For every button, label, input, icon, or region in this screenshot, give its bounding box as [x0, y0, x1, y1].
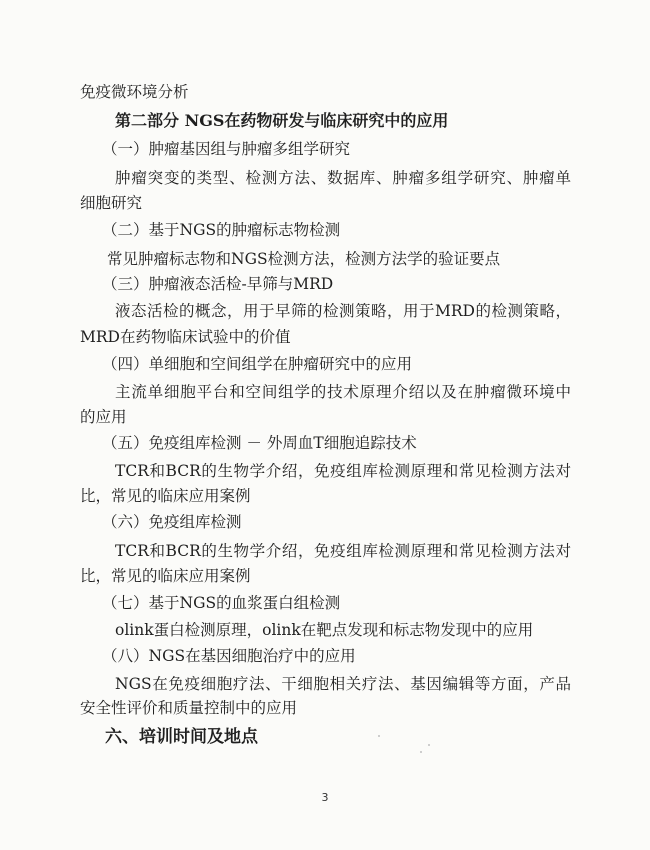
text-line-content: NGS在免疫细胞疗法、干细胞相关疗法、基因编辑等方面，产品	[115, 675, 571, 693]
text-line-content: 的应用	[80, 408, 127, 426]
text-line-content: （二）基于NGS的肿瘤标志物检测	[102, 221, 341, 239]
scan-speck	[378, 735, 380, 737]
text-line-content: （五）免疫组库检测 － 外周血T细胞追踪技术	[102, 434, 417, 452]
text-line-content: 主流单细胞平台和空间组学的技术原理介绍以及在肿瘤微环境中	[115, 383, 571, 401]
scan-speck	[420, 751, 422, 753]
text-line-content: 细胞研究	[80, 194, 143, 212]
text-line-content: olink蛋白检测原理，olink在靶点发现和标志物发现中的应用	[115, 621, 534, 639]
text-line-content: 免疫微环境分析	[80, 83, 189, 101]
text-line-content: 安全性评价和质量控制中的应用	[80, 699, 298, 717]
text-line-content: （六）免疫组库检测	[102, 513, 242, 531]
text-line-content: 常见肿瘤标志物和NGS检测方法，检测方法学的验证要点	[107, 250, 501, 268]
text-line-content: 六、培训时间及地点	[105, 727, 258, 747]
text-line-content: （八）NGS在基因细胞治疗中的应用	[102, 647, 356, 665]
text-line-content: 比，常见的临床应用案例	[80, 567, 251, 585]
text-line-content: （七）基于NGS的血浆蛋白组检测	[102, 594, 341, 612]
text-line-content: 液态活检的概念，用于早筛的检测策略，用于MRD的检测策略，	[115, 302, 571, 320]
text-line-content: （三）肿瘤液态活检-早筛与MRD	[102, 275, 334, 293]
page-number: 3	[321, 791, 329, 804]
text-line-content: TCR和BCR的生物学介绍，免疫组库检测原理和常见检测方法对	[115, 462, 571, 480]
text-line-content: TCR和BCR的生物学介绍，免疫组库检测原理和常见检测方法对	[115, 542, 571, 560]
text-line-content: 第二部分 NGS在药物研发与临床研究中的应用	[115, 111, 449, 130]
text-line-content: （四）单细胞和空间组学在肿瘤研究中的应用	[102, 355, 413, 373]
text-line-content: MRD在药物临床试验中的价值	[80, 328, 291, 346]
text-line-content: （一）肿瘤基因组与肿瘤多组学研究	[102, 140, 351, 158]
scan-speck	[428, 744, 430, 746]
text-line-content: 肿瘤突变的类型、检测方法、数据库、肿瘤多组学研究、肿瘤单	[115, 169, 571, 187]
text-line-content: 比，常见的临床应用案例	[80, 487, 251, 505]
